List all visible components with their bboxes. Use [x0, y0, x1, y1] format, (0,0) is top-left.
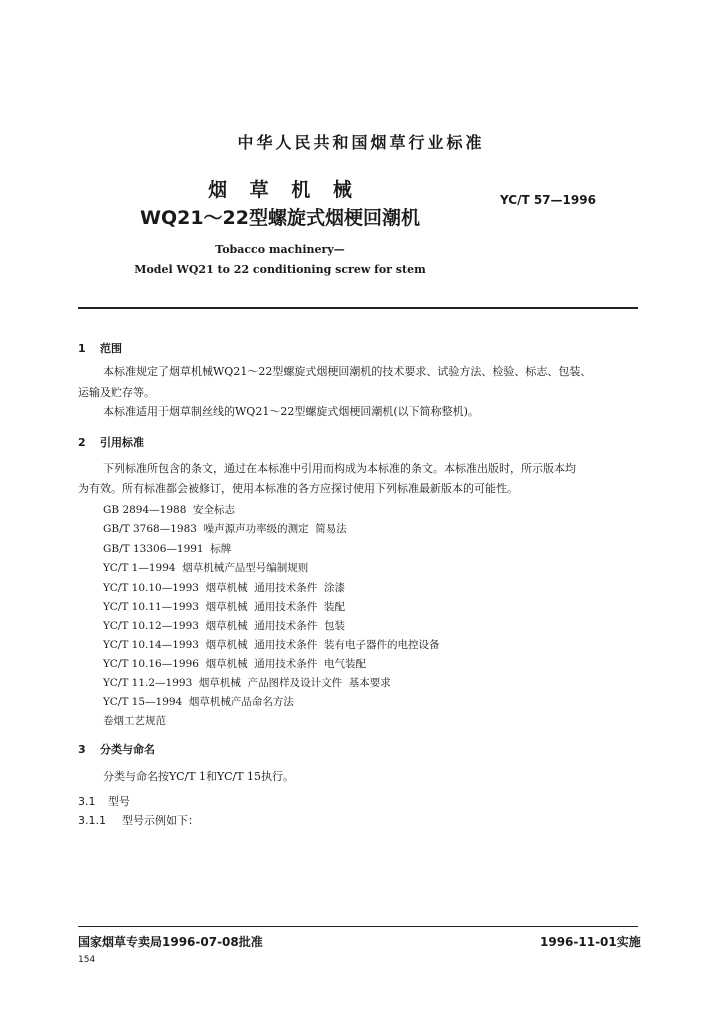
reference-item: YC/T 10.12—1993 烟草机械 通用技术条件 包装 [103, 620, 345, 632]
english-title-line1: Tobacco machinery— [215, 243, 345, 256]
reference-item: YC/T 10.14—1993 烟草机械 通用技术条件 装有电子器件的电控设备 [103, 639, 440, 651]
section3-para: 分类与命名按YC/T 1和YC/T 15执行。 [103, 770, 295, 783]
header-divider [78, 307, 638, 309]
page-number: 154 [78, 955, 96, 965]
section3-title: 分类与命名 [100, 743, 155, 756]
document-title-line2: WQ21～22型螺旋式烟梗回潮机 [140, 207, 420, 229]
english-title-line2: Model WQ21 to 22 conditioning screw for stem [134, 263, 426, 276]
section2-title: 引用标准 [100, 436, 144, 449]
section1-para1-line1: 本标准规定了烟草机械WQ21～22型螺旋式烟梗回潮机的技术要求、试验方法、检验、标志、包装、 [103, 365, 592, 378]
subsection-3-1-1-title: 型号示例如下： [122, 814, 199, 827]
section2-heading [78, 434, 144, 450]
subsection-3-1 [78, 793, 130, 809]
reference-item: YC/T 10.10—1993 烟草机械 通用技术条件 涂漆 [103, 582, 345, 594]
section3-number: 3 [78, 743, 86, 756]
subsection-3-1-1 [78, 812, 199, 828]
section2-intro-line1: 下列标准所包含的条文，通过在本标准中引用而构成为本标准的条文。本标准出版时，所示版本均 [103, 462, 576, 475]
reference-item: YC/T 1—1994 烟草机械产品型号编制规则 [103, 562, 309, 574]
subsection-3-1-1-number: 3.1.1 [78, 814, 106, 827]
section3-heading [78, 741, 155, 757]
reference-item: YC/T 11.2—1993 烟草机械 产品图样及设计文件 基本要求 [103, 677, 391, 689]
section1-title: 范围 [100, 342, 122, 355]
footer-divider [78, 926, 638, 927]
document-title-line1: 烟 草 机 械 [208, 179, 352, 201]
reference-item: YC/T 10.16—1996 烟草机械 通用技术条件 电气装配 [103, 658, 366, 670]
subsection-3-1-title: 型号 [108, 795, 130, 808]
subsection-3-1-number: 3.1 [78, 795, 96, 808]
standard-code: YC/T 57—1996 [500, 193, 596, 207]
section2-number: 2 [78, 436, 86, 449]
section2-intro-line2: 为有效。所有标准都会被修订，使用本标准的各方应探讨使用下列标准最新版本的可能性。 [78, 482, 518, 495]
industry-standard-heading: 中华人民共和国烟草行业标准 [237, 133, 485, 152]
reference-item: GB/T 3768—1983 噪声源声功率级的测定 简易法 [103, 523, 347, 535]
section1-heading [78, 340, 122, 356]
reference-item: 卷烟工艺规范 [103, 715, 166, 727]
section1-number: 1 [78, 342, 86, 355]
effective-date: 1996-11-01实施 [540, 935, 641, 949]
reference-item: YC/T 15—1994 烟草机械产品命名方法 [103, 696, 294, 708]
section1-para2: 本标准适用于烟草制丝线的WQ21～22型螺旋式烟梗回潮机(以下简称整机)。 [103, 405, 479, 418]
reference-item: YC/T 10.11—1993 烟草机械 通用技术条件 装配 [103, 601, 345, 613]
reference-item: GB/T 13306—1991 标牌 [103, 543, 232, 555]
section1-para1-line2: 运输及贮存等。 [78, 386, 155, 399]
reference-item: GB 2894—1988 安全标志 [103, 504, 236, 516]
approval-date: 国家烟草专卖局1996-07-08批准 [78, 935, 263, 949]
